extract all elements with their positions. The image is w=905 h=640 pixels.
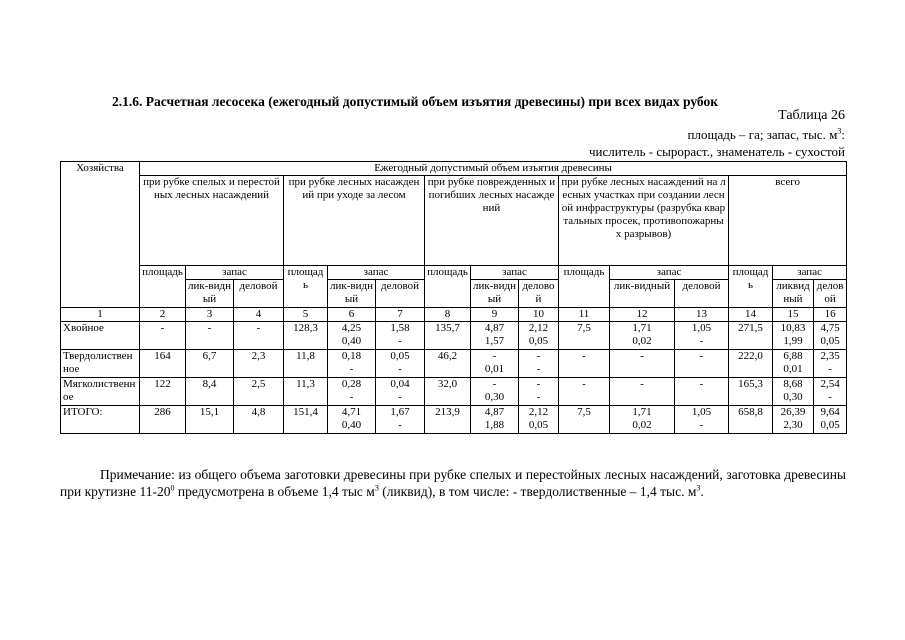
units-line [688,127,846,143]
header-liquid: лик-видный [186,280,234,308]
row-label: Хвойное [61,322,140,350]
denominator-value: - [349,363,354,375]
header-liquid: лик-видный [471,280,519,308]
legend-line: числитель - сырораст., знаменатель - сухостой [588,144,845,159]
denominator-value: 1,88 [484,419,505,431]
column-number: 2 [140,308,186,322]
table-cell [234,350,284,378]
numerator-value: 222,0 [738,350,763,362]
numerator-value: 0,28 [341,378,362,390]
header-area: площадь [425,266,471,308]
denominator-value [236,419,281,432]
header-group-total: всего [729,176,847,266]
column-number: 3 [186,308,234,322]
column-number: 12 [610,308,675,322]
denominator-value [731,419,770,432]
table-cell [559,350,610,378]
denominator-value: 0,05 [528,419,549,431]
numerator-value: 4,71 [341,406,362,418]
column-number: 16 [814,308,847,322]
header-area: площадь [729,266,773,308]
column-number: 14 [729,308,773,322]
numerator-value: 32,0 [437,378,458,390]
note-text: (ликвид), в том числе: - твердолиственные – 1,4 тыс. м [378,484,697,499]
table-cell [425,406,471,434]
denominator-value: 0,30 [783,391,803,403]
table-number: Таблица 26 [778,108,845,123]
numerator-value: 2,5 [251,378,266,390]
denominator-value [561,363,607,376]
numerator-value: 2,35 [820,350,840,362]
numerator-value: - [492,378,497,390]
table-cell [140,378,186,406]
denominator-value [427,335,468,348]
numerator-value: - [582,350,586,362]
table-cell [284,378,328,406]
row-label: Мягколиственное [61,378,140,406]
numerator-value: 11,3 [296,378,315,390]
denominator-value: - [536,391,541,403]
denominator-value: 0,40 [341,335,362,347]
table-cell [610,350,675,378]
numerator-value: 2,12 [528,322,549,334]
denominator-value [286,419,325,432]
header-area: площадь [284,266,328,308]
header-business: деловой [814,280,847,308]
table-row [61,322,847,350]
numerator-value: 151,4 [293,406,318,418]
table-cell [234,322,284,350]
table-cell [729,350,773,378]
table-cell [140,322,186,350]
table-cell [140,350,186,378]
numerator-value: - [640,378,644,390]
note-text: . [700,484,704,499]
column-number: 9 [471,308,519,322]
header-business: деловой [376,280,425,308]
denominator-value [612,363,672,376]
denominator-value: - [699,335,704,347]
numerator-value: 7,5 [577,406,591,418]
denominator-value [188,391,231,404]
table-cell [425,378,471,406]
denominator-value: 2,30 [783,419,803,431]
numerator-value: - [492,350,497,362]
numerator-value: 1,71 [632,406,652,418]
table-cell [186,378,234,406]
denominator-value: 1,57 [484,335,505,347]
table-cell [328,406,376,434]
numerator-value: - [256,322,261,334]
denominator-value [731,335,770,348]
numerator-value: 7,5 [577,322,591,334]
header-liquid: ликвидный [773,280,814,308]
column-number: 7 [376,308,425,322]
header-area: площадь [559,266,610,308]
denominator-value [677,391,726,404]
table-cell [471,378,519,406]
numerator-value: 11,8 [296,350,315,362]
denominator-value [142,419,183,432]
table-cell [328,378,376,406]
header-main: Ежегодный допустимый объем изъятия древесины [140,162,847,176]
denominator-value [427,363,468,376]
header-stock: запас [471,266,559,280]
header-business: деловой [675,280,729,308]
table-row [61,378,847,406]
denominator-value [561,391,607,404]
table-cell [610,322,675,350]
table-cell [559,322,610,350]
denominator-value: - [398,419,402,431]
table-cell [284,406,328,434]
numerator-value: 1,71 [632,322,652,334]
allowable-cut-table [60,161,847,434]
numerator-value: 4,8 [251,406,266,418]
note-text: Примечание: из общего объема заготовки древесины при рубке спелых и перестойных лесных насаждений, заготовка древесины при крутизне 11-20 [60,467,846,499]
table-cell [814,350,847,378]
table-cell [773,350,814,378]
table-cell [425,322,471,350]
table-row [61,406,847,434]
note-text: предусмотрена в объеме 1,4 тыс м [174,484,375,499]
section-heading: 2.1.6. Расчетная лесосека (ежегодный допустимый объем изъятия древесины) при всех видах рубок [112,94,719,109]
numerator-value: 26,39 [780,406,806,418]
numerator-value: 15,1 [199,406,220,418]
numerator-value: 6,88 [783,350,803,362]
column-number: 8 [425,308,471,322]
header-stock: запас [773,266,847,280]
header-farms: Хозяйства [61,162,140,308]
table-cell [519,350,559,378]
table-cell [471,350,519,378]
header-stock: запас [186,266,284,280]
numerator-value: 2,54 [820,378,840,390]
header-business: деловой [519,280,559,308]
table-cell [675,322,729,350]
column-numbers-row [61,308,847,322]
denominator-value [427,391,468,404]
numerator-value: - [160,322,165,334]
denominator-value [427,419,468,432]
numerator-value: 9,64 [820,406,840,418]
column-number: 13 [675,308,729,322]
denominator-value: 0,30 [484,391,505,403]
table-cell [328,322,376,350]
denominator-value: 0,40 [341,419,362,431]
denominator-value: 0,02 [632,419,652,431]
denominator-value: 0,01 [484,363,505,375]
numerator-value: 1,05 [691,406,712,418]
table-cell [284,322,328,350]
denominator-value [188,419,231,432]
denominator-value: 0,01 [783,363,803,375]
denominator-value: - [828,391,832,403]
column-number: 5 [284,308,328,322]
table-cell [729,406,773,434]
header-group-infrastructure: при рубке лесных насаждений на лесных участках при создании лесной инфраструктуры (разрубка квартальных просек, противопожарных разрывов) [559,176,729,266]
column-number: 11 [559,308,610,322]
table-cell [610,406,675,434]
column-number: 10 [519,308,559,322]
table-cell [729,378,773,406]
numerator-value: - [582,378,586,390]
denominator-value: - [398,335,402,347]
table-cell [376,406,425,434]
table-cell [425,350,471,378]
numerator-value: 135,7 [435,322,460,334]
table-cell [234,406,284,434]
column-number: 1 [61,308,140,322]
note-sup: 0 [170,483,175,493]
denominator-value [188,335,231,348]
table-cell [328,350,376,378]
header-liquid: лик-видный [328,280,376,308]
table-cell [471,322,519,350]
header-group-damaged: при рубке поврежденных и погибших лесных насаждений [425,176,559,266]
note-sup: 3 [696,483,701,493]
denominator-value [142,391,183,404]
denominator-value: 0,02 [632,335,652,347]
numerator-value: 8,4 [202,378,217,390]
numerator-value: 10,83 [780,322,806,334]
numerator-value: 1,67 [390,406,410,418]
denominator-value: - [828,363,832,375]
denominator-value [236,363,281,376]
denominator-value [286,335,325,348]
denominator-value: 0,05 [528,335,549,347]
row-label: Твердолиственное [61,350,140,378]
table-cell [471,406,519,434]
column-number: 15 [773,308,814,322]
denominator-value: - [349,391,354,403]
denominator-value [286,363,325,376]
units-sup: 3 [837,126,842,136]
header-stock: запас [328,266,425,280]
table-cell [675,378,729,406]
numerator-value: 4,87 [484,322,505,334]
numerator-value: - [699,378,704,390]
note-sup: 3 [374,483,379,493]
units-text: площадь – га; запас, тыс. м [687,127,838,142]
denominator-value: - [536,363,541,375]
column-number: 6 [328,308,376,322]
table-cell [610,378,675,406]
denominator-value [286,391,325,404]
table-cell [519,406,559,434]
numerator-value: 128,3 [293,322,318,334]
numerator-value: 1,58 [390,322,410,334]
denominator-value [236,335,281,348]
header-stock: запас [610,266,729,280]
denominator-value [561,335,607,348]
table-cell [376,322,425,350]
numerator-value: - [640,350,644,362]
table-cell [519,322,559,350]
numerator-value: 8,68 [783,378,803,390]
table-cell [186,350,234,378]
numerator-value: 0,04 [390,378,410,390]
numerator-value: 46,2 [437,350,458,362]
denominator-value: 0,05 [820,419,840,431]
denominator-value: - [398,363,402,375]
header-business: деловой [234,280,284,308]
denominator-value [731,391,770,404]
numerator-value: 658,8 [738,406,763,418]
numerator-value: 2,3 [251,350,266,362]
numerator-value: - [207,322,212,334]
table-cell [814,378,847,406]
header-group-thinning: при рубке лесных насаждений при уходе за лесом [284,176,425,266]
numerator-value: 1,05 [691,322,712,334]
table-cell [186,406,234,434]
numerator-value: 4,25 [341,322,362,334]
numerator-value: 6,7 [202,350,217,362]
table-cell [234,378,284,406]
table-cell [675,350,729,378]
header-liquid: лик-видный [610,280,675,308]
numerator-value: - [699,350,704,362]
table-cell [559,378,610,406]
denominator-value: 0,05 [820,335,840,347]
numerator-value: 4,75 [820,322,840,334]
table-cell [814,406,847,434]
table-cell [729,322,773,350]
table-cell [519,378,559,406]
denominator-value [188,363,231,376]
denominator-value [677,363,726,376]
numerator-value: 4,87 [484,406,505,418]
row-label: ИТОГО: [61,406,140,434]
denominator-value: 1,99 [783,335,803,347]
numerator-value: - [536,378,541,390]
table-cell [814,322,847,350]
header-area: площадь [140,266,186,308]
table-cell [376,378,425,406]
table-cell [284,350,328,378]
table-cell [773,406,814,434]
numerator-value: 164 [154,350,171,362]
denominator-value: - [699,419,704,431]
numerator-value: 0,05 [390,350,410,362]
table-cell [675,406,729,434]
numerator-value: 213,9 [435,406,460,418]
table-cell [559,406,610,434]
column-number: 4 [234,308,284,322]
denominator-value [612,391,672,404]
numerator-value: 165,3 [738,378,763,390]
header-group-mature: при рубке спелых и перестойных лесных насаждений [140,176,284,266]
denominator-value [731,363,770,376]
denominator-value [142,335,183,348]
table-cell [376,350,425,378]
table-cell [773,322,814,350]
denominator-value [236,391,281,404]
numerator-value: 271,5 [738,322,763,334]
table-row [61,350,847,378]
numerator-value: - [536,350,541,362]
denominator-value [561,419,607,432]
numerator-value: 122 [154,378,171,390]
table-cell [140,406,186,434]
numerator-value: 0,18 [341,350,362,362]
denominator-value: - [398,391,402,403]
units-end: : [841,127,845,142]
numerator-value: 286 [154,406,171,418]
table-cell [186,322,234,350]
denominator-value [142,363,183,376]
footnote [60,466,846,500]
numerator-value: 2,12 [528,406,549,418]
table-cell [773,378,814,406]
